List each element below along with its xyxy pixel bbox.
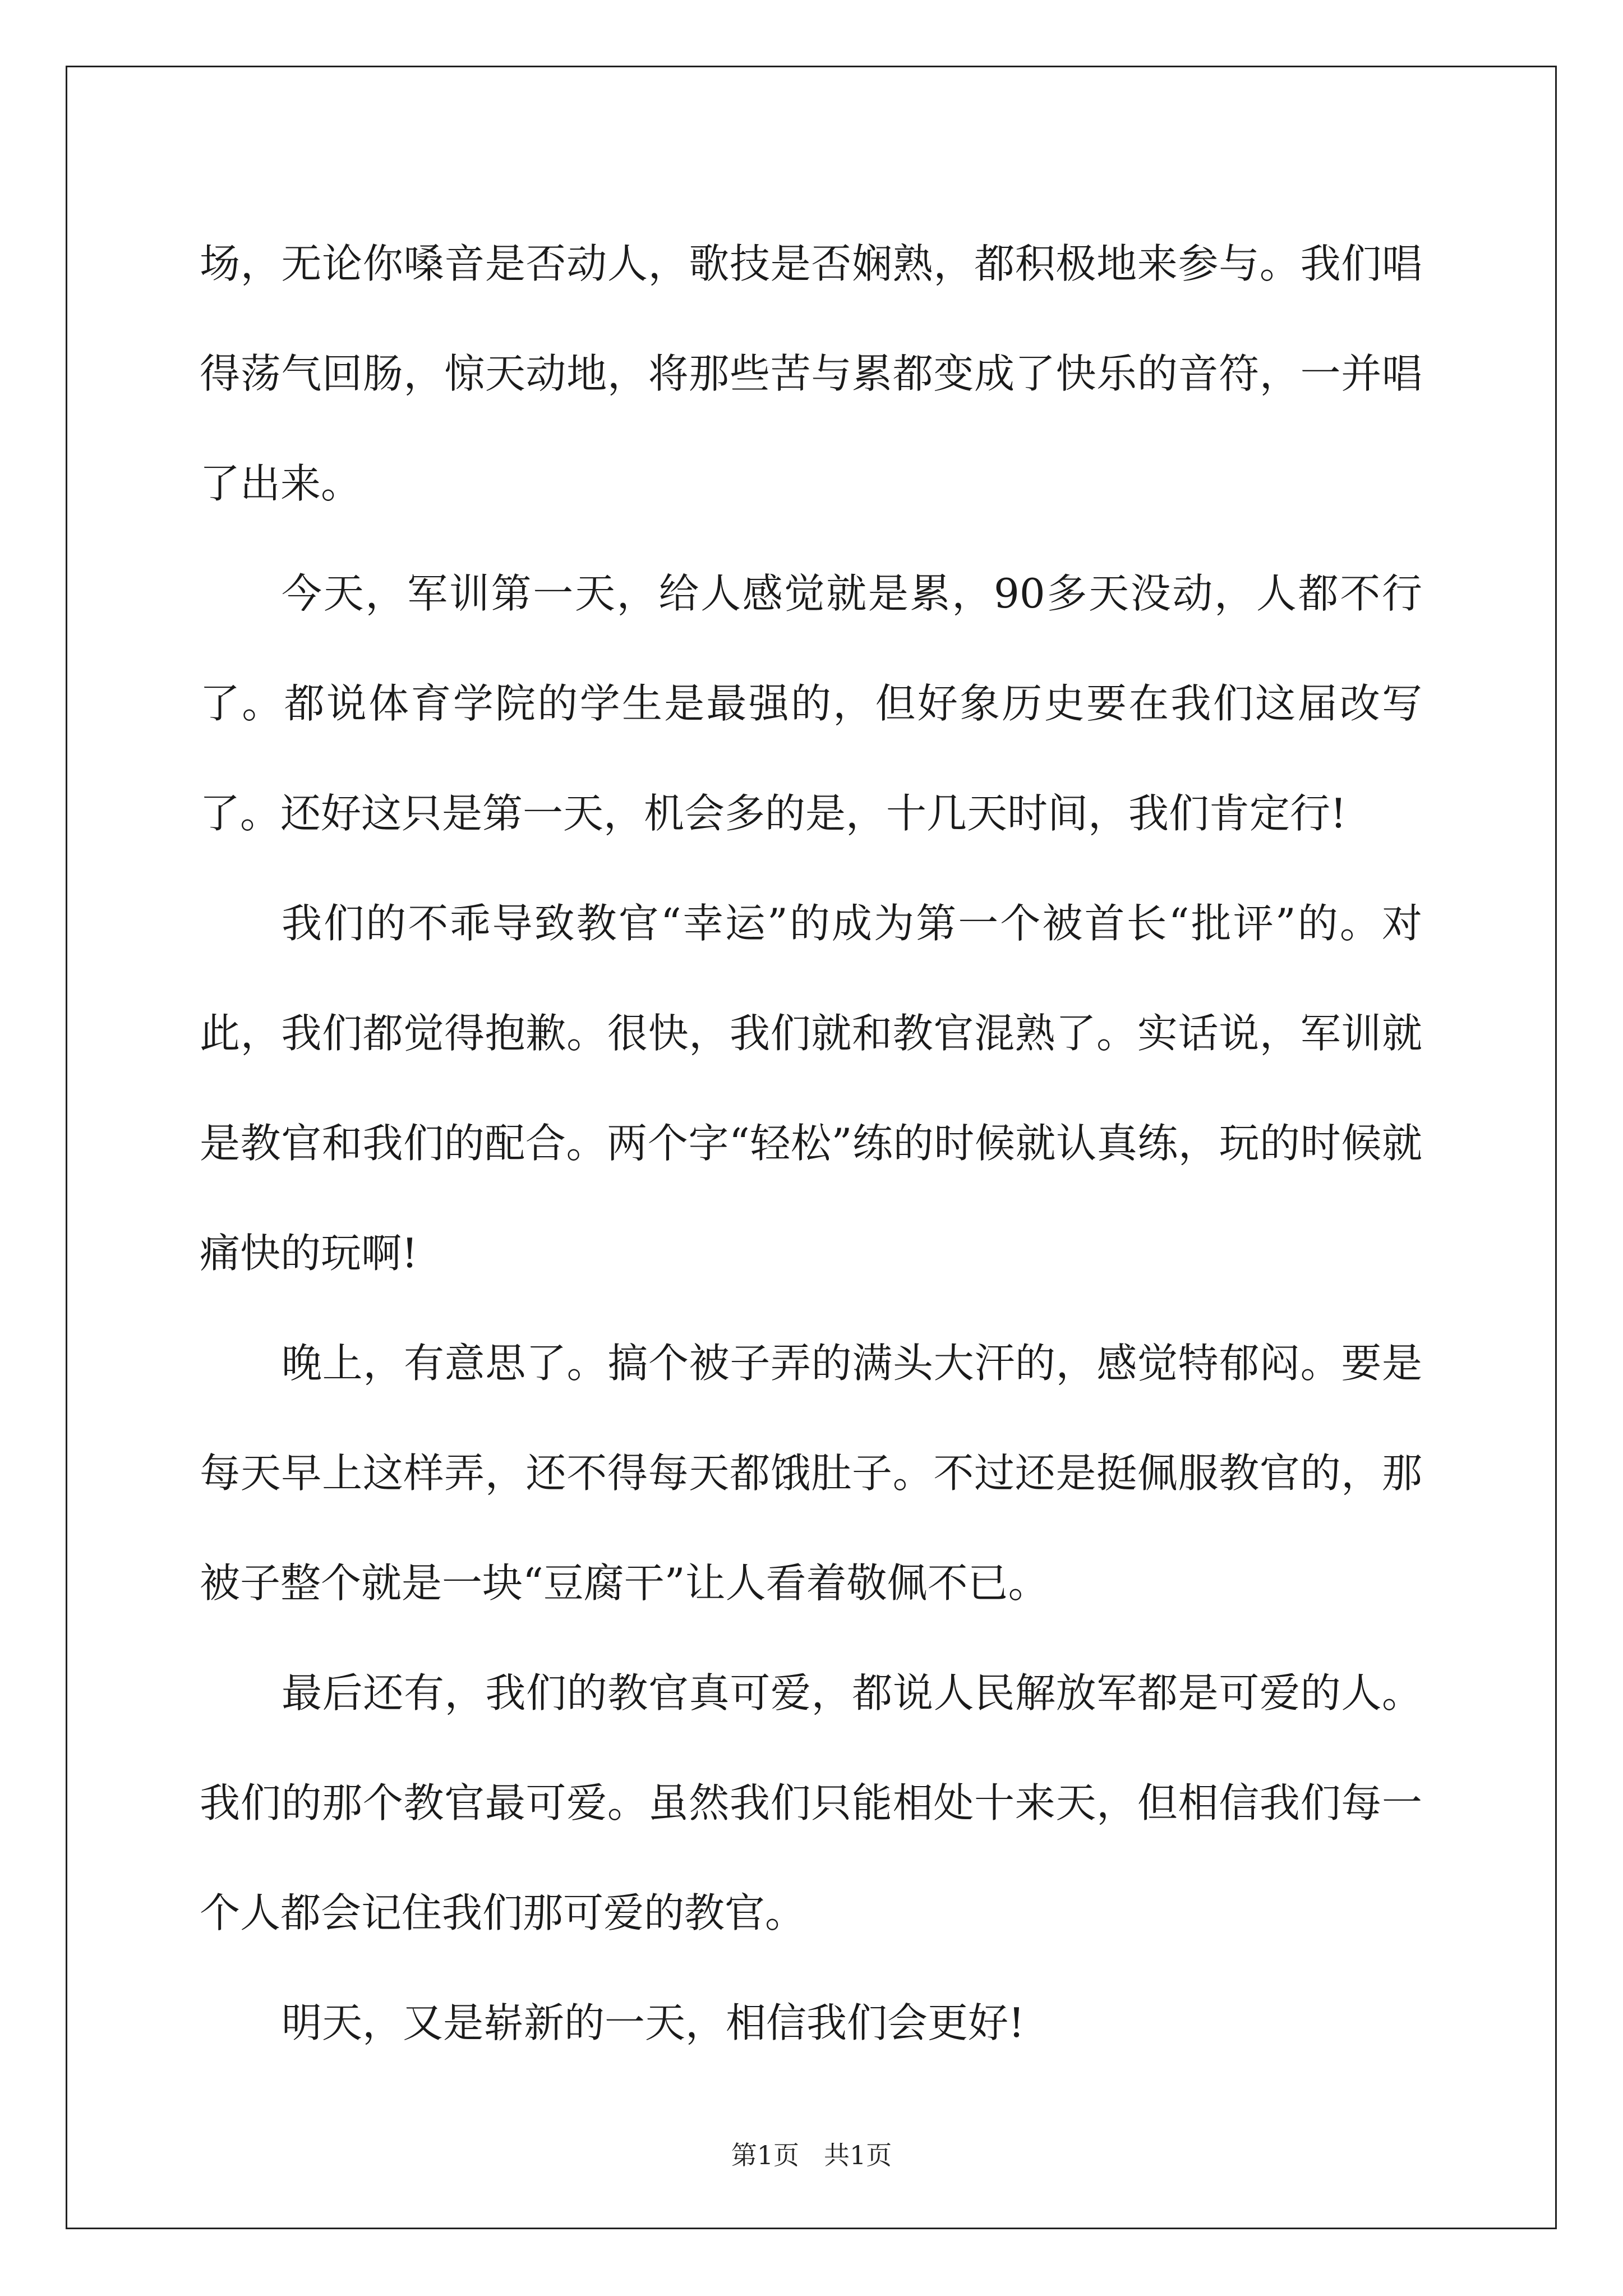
paragraph: 场，无论你嗓音是否动人，歌技是否娴熟，都积极地来参与。我们唱得荡气回肠，惊天动地，将那些苦与累都变成了快乐的音符，一并唱了出来。 [200, 240, 1422, 507]
paragraph: 最后还有，我们的教官真可爱，都说人民解放军都是可爱的人。我们的那个教官最可爱。虽然我们只能相处十来天，但相信我们每一个人都会记住我们那可爱的教官。 [200, 1669, 1422, 1936]
paragraph: 我们的不乖导致教官“幸运”的成为第一个被首长“批评”的。对此，我们都觉得抱歉。很快，我们就和教官混熟了。实话说，军训就是教官和我们的配合。两个字“轻松”练的时候就认真练，玩的时候就痛快的玩啊! [200, 900, 1422, 1277]
page-total: 共1页 [824, 2140, 892, 2170]
paragraph: 明天，又是崭新的一天，相信我们会更好! [282, 1999, 1025, 2046]
page-number: 第1页 [731, 2140, 799, 2170]
paragraph: 今天，军训第一天，给人感觉就是累，90多天没动，人都不行了。都说体育学院的学生是最强的，但好象历史要在我们这届改写了。还好这只是第一天，机会多的是，十几天时间，我们肯定行! [200, 570, 1422, 837]
page-footer [0, 2135, 1623, 2172]
paragraph: 晚上，有意思了。搞个被子弄的满头大汗的，感觉特郁闷。要是每天早上这样弄，还不得每天都饿肚子。不过还是挺佩服教官的，那被子整个就是一块“豆腐干”让人看着敬佩不已。 [200, 1340, 1422, 1607]
document-body [200, 209, 1422, 2078]
